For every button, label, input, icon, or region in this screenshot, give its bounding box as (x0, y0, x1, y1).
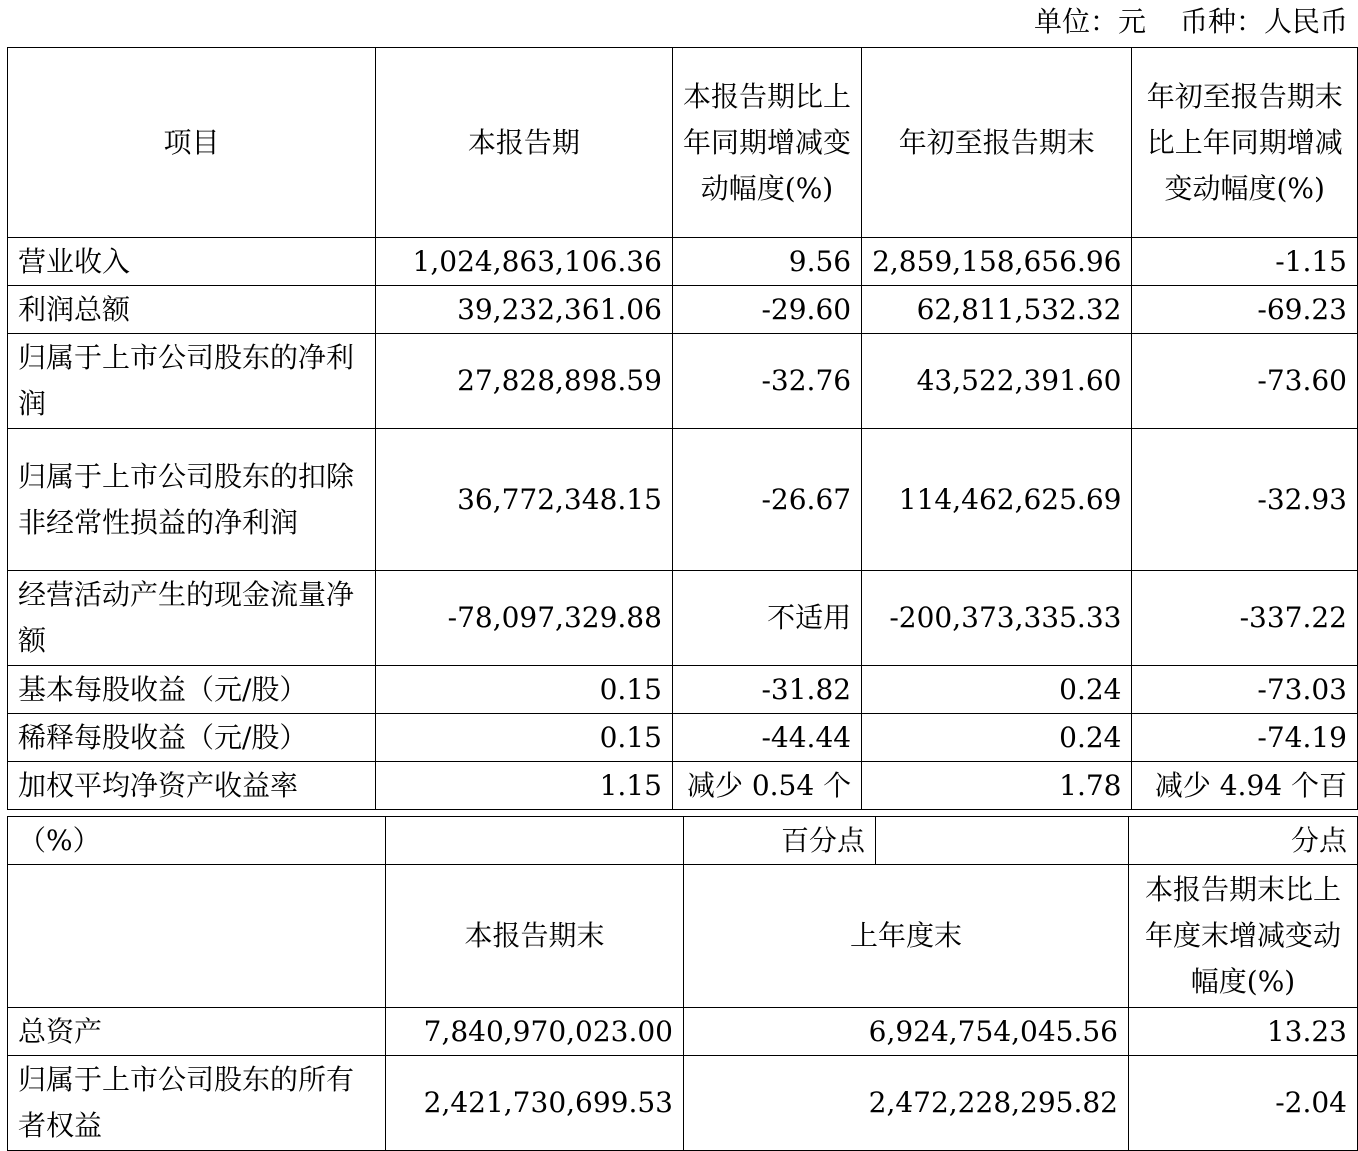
cell-value: 7,840,970,023.00 (386, 1008, 684, 1056)
cell-value: 百分点 (684, 817, 876, 865)
table-row (8, 238, 1358, 286)
cell-value: -44.44 (672, 714, 861, 762)
cell-value: -32.76 (672, 334, 861, 429)
cell-value: 36,772,348.15 (375, 429, 672, 571)
unit-currency-line (1034, 0, 1348, 44)
unit-label: 单位：元 (1033, 5, 1146, 38)
cell-value: 2,859,158,656.96 (862, 238, 1132, 286)
cell-value: -78,097,329.88 (375, 571, 672, 666)
cell-value (876, 817, 1129, 865)
row-label: 利润总额 (8, 286, 376, 334)
cell-value: 62,811,532.32 (862, 286, 1132, 334)
table-row (8, 334, 1358, 429)
header-ytd-change: 年初至报告期末比上年同期增减变动幅度(%) (1132, 48, 1358, 238)
balance-data-table (7, 816, 1358, 1151)
header-ytd: 年初至报告期末 (862, 48, 1132, 238)
header-period-end: 本报告期末 (386, 865, 684, 1008)
cell-value: -200,373,335.33 (862, 571, 1132, 666)
row-label: 经营活动产生的现金流量净额 (8, 571, 376, 666)
table-row (8, 762, 1358, 810)
table-row (8, 429, 1358, 571)
cell-value (386, 817, 684, 865)
cell-value: -2.04 (1129, 1056, 1358, 1151)
cell-value: -26.67 (672, 429, 861, 571)
table-header-row (8, 865, 1358, 1008)
cell-value: -32.93 (1132, 429, 1358, 571)
cell-value: 减少 4.94 个百 (1132, 762, 1358, 810)
cell-value: -31.82 (672, 666, 861, 714)
table-row (8, 714, 1358, 762)
table-header-row (8, 48, 1358, 238)
cell-value: 114,462,625.69 (862, 429, 1132, 571)
currency-label: 币种：人民币 (1179, 5, 1348, 38)
cell-value: 0.24 (862, 666, 1132, 714)
cell-value: 减少 0.54 个 (672, 762, 861, 810)
row-label: 归属于上市公司股东的扣除非经常性损益的净利润 (8, 429, 376, 571)
cell-value: 分点 (1129, 817, 1358, 865)
cell-value: 9.56 (672, 238, 861, 286)
row-label: 总资产 (8, 1008, 386, 1056)
cell-value: -69.23 (1132, 286, 1358, 334)
row-label: 基本每股收益（元/股） (8, 666, 376, 714)
cell-value: 1.15 (375, 762, 672, 810)
table-row (8, 286, 1358, 334)
row-label: 归属于上市公司股东的净利润 (8, 334, 376, 429)
cell-value: 不适用 (672, 571, 861, 666)
cell-value: -73.03 (1132, 666, 1358, 714)
row-label: （%） (8, 817, 386, 865)
cell-value: -74.19 (1132, 714, 1358, 762)
row-label: 归属于上市公司股东的所有者权益 (8, 1056, 386, 1151)
cell-value: -337.22 (1132, 571, 1358, 666)
cell-value: 0.15 (375, 714, 672, 762)
header-item: 项目 (8, 48, 376, 238)
cell-value: 1.78 (862, 762, 1132, 810)
table-row (8, 1008, 1358, 1056)
table-row (8, 1056, 1358, 1151)
header-current-period: 本报告期 (375, 48, 672, 238)
cell-value: -1.15 (1132, 238, 1358, 286)
cell-value: 0.24 (862, 714, 1132, 762)
financial-data-table (7, 47, 1358, 810)
cell-value: 6,924,754,045.56 (684, 1008, 1129, 1056)
cell-value: 39,232,361.06 (375, 286, 672, 334)
cell-value: 2,472,228,295.82 (684, 1056, 1129, 1151)
header-change: 本报告期末比上年度末增减变动幅度(%) (1129, 865, 1358, 1008)
row-label: 加权平均净资产收益率 (8, 762, 376, 810)
header-last-year-end: 上年度末 (684, 865, 1129, 1008)
table-row (8, 571, 1358, 666)
cell-value: 27,828,898.59 (375, 334, 672, 429)
cell-value: -29.60 (672, 286, 861, 334)
header-current-period-change: 本报告期比上年同期增减变动幅度(%) (672, 48, 861, 238)
cell-value: 13.23 (1129, 1008, 1358, 1056)
table-row (8, 666, 1358, 714)
cell-value: 43,522,391.60 (862, 334, 1132, 429)
cell-value: -73.60 (1132, 334, 1358, 429)
header-blank (8, 865, 386, 1008)
cell-value: 0.15 (375, 666, 672, 714)
row-label: 营业收入 (8, 238, 376, 286)
cell-value: 1,024,863,106.36 (375, 238, 672, 286)
continuation-row (8, 817, 1358, 865)
cell-value: 2,421,730,699.53 (386, 1056, 684, 1151)
row-label: 稀释每股收益（元/股） (8, 714, 376, 762)
